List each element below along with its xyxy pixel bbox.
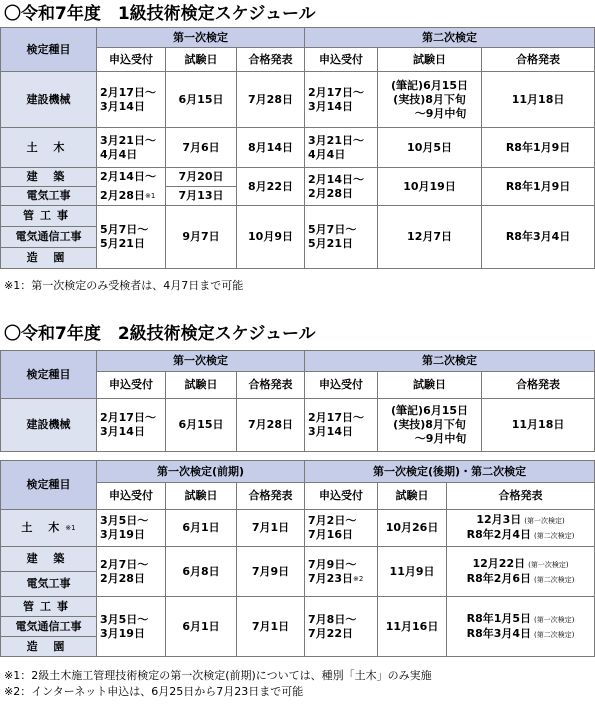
apply-cell: 2月17日～ 3月14日 (305, 72, 378, 128)
apply-cell: 3月5日～ 3月19日 (97, 510, 166, 547)
apply-cell: 7月8日～ 7月22日 (305, 597, 378, 657)
grade2-schedule-table-b (0, 460, 595, 657)
exam-cell: (筆記)6月15日 (実技)8月下旬 ～9月中旬 (378, 72, 482, 128)
row-name: 土 木$^{※1}$ (1, 510, 97, 547)
col-header-second: 第二次検定 (305, 28, 595, 48)
exam-cell: 6月15日 (166, 72, 237, 128)
col-header-first-early: 第一次検定(前期) (97, 461, 305, 483)
col-header-apply: 申込受付 (97, 372, 166, 399)
apply-cell: 7月2日～ 7月16日 (305, 510, 378, 547)
col-header-first-late-second: 第一次検定(後期)・第二次検定 (305, 461, 595, 483)
col-header-apply: 申込受付 (305, 372, 378, 399)
apply-cell: 2月14日～ 2月28日 (305, 168, 378, 206)
result-cell: 12月3日 (第一次検定) R8年2月4日 (第二次検定) (447, 510, 595, 547)
exam-cell: 6月1日 (166, 597, 237, 657)
apply-cell: 5月7日～ 5月21日 (97, 206, 166, 269)
grade2-title: 〇令和7年度 2級技術検定スケジュール (4, 324, 316, 344)
grade2-footnote-2: ※2：インターネット申込は、6月25日から7月23日まで可能 (4, 685, 304, 698)
footnote-mark: ※2 (353, 574, 364, 583)
row-name: 造 園 (1, 637, 97, 657)
table-row (1, 128, 595, 168)
result-cell: 11月18日 (482, 399, 595, 452)
col-header-type: 検定種目 (1, 351, 97, 399)
row-name: 土 木 (1, 128, 97, 168)
apply-cell: 2月28日$^{※1}$ (97, 187, 166, 206)
row-name: 電気通信工事 (1, 227, 97, 248)
result-cell: 7月28日 (237, 399, 305, 452)
col-header-result: 合格発表 (482, 372, 595, 399)
exam-cell: 7月6日 (166, 128, 237, 168)
col-header-apply: 申込受付 (305, 48, 378, 72)
table-row (1, 510, 595, 547)
grade1-footnote: ※1：第一次検定のみ受検者は、4月7日まで可能 (4, 279, 244, 292)
exam-cell: 12月7日 (378, 206, 482, 269)
row-name: 管工事 (1, 206, 97, 227)
col-header-exam: 試験日 (378, 48, 482, 72)
grade2-schedule-table-a (0, 350, 595, 452)
col-header-result: 合格発表 (447, 483, 595, 510)
footnote-mark: ※1 (144, 191, 156, 200)
table-row (1, 547, 595, 572)
table-row (1, 597, 595, 617)
row-name: 建 築 (1, 168, 97, 187)
apply-cell: 3月21日～ 4月4日 (305, 128, 378, 168)
table-row (1, 72, 595, 128)
result-cell: 7月28日 (237, 72, 305, 128)
col-header-result: 合格発表 (237, 48, 305, 72)
table-row (1, 399, 595, 452)
apply-cell: 5月7日～ 5月21日 (305, 206, 378, 269)
table-row (1, 206, 595, 227)
footnote-mark: ※1 (65, 524, 76, 532)
col-header-apply: 申込受付 (97, 48, 166, 72)
apply-cell: 3月21日～ 4月4日 (97, 128, 166, 168)
exam-cell: 6月1日 (166, 510, 237, 547)
col-header-first: 第一次検定 (97, 351, 305, 372)
exam-cell: 6月8日 (166, 547, 237, 597)
result-cell: 11月18日 (482, 72, 595, 128)
apply-cell: 2月17日～ 3月14日 (97, 72, 166, 128)
exam-cell: 11月9日 (378, 547, 447, 597)
result-cell: R8年1月9日 (482, 128, 595, 168)
exam-cell: 10月19日 (378, 168, 482, 206)
col-header-first: 第一次検定 (97, 28, 305, 48)
grade1-schedule-table (0, 27, 595, 269)
col-header-exam: 試験日 (378, 372, 482, 399)
col-header-type: 検定種目 (1, 28, 97, 72)
col-header-result: 合格発表 (482, 48, 595, 72)
table-row (1, 168, 595, 187)
result-cell: 7月9日 (237, 547, 305, 597)
row-name: 建設機械 (1, 399, 97, 452)
apply-cell: 2月7日～ 2月28日 (97, 547, 166, 597)
col-header-type: 検定種目 (1, 461, 97, 510)
col-header-apply: 申込受付 (305, 483, 378, 510)
result-cell: 8月22日 (237, 168, 305, 206)
result-cell: 8月14日 (237, 128, 305, 168)
apply-cell: 7月9日～ 7月23日$^{※2}$ (305, 547, 378, 597)
row-name: 建 築 (1, 547, 97, 572)
col-header-exam: 試験日 (378, 483, 447, 510)
apply-cell: 2月17日～ 3月14日 (305, 399, 378, 452)
col-header-apply: 申込受付 (97, 483, 166, 510)
result-cell: 12月22日 (第一次検定) R8年2月6日 (第二次検定) (447, 547, 595, 597)
exam-cell: 7月20日 (166, 168, 237, 187)
col-header-second: 第二次検定 (305, 351, 595, 372)
apply-cell: 2月17日～ 3月14日 (97, 399, 166, 452)
exam-cell: 10月5日 (378, 128, 482, 168)
exam-cell: 11月16日 (378, 597, 447, 657)
col-header-exam: 試験日 (166, 372, 237, 399)
grade1-title: 〇令和7年度 1級技術検定スケジュール (4, 4, 316, 24)
col-header-exam: 試験日 (166, 483, 237, 510)
exam-cell: 10月26日 (378, 510, 447, 547)
row-name: 管工事 (1, 597, 97, 617)
row-name: 造 園 (1, 248, 97, 269)
row-name: 電気工事 (1, 572, 97, 597)
exam-cell: 7月13日 (166, 187, 237, 206)
grade2-footnote-1: ※1：2級土木施工管理技術検定の第一次検定(前期)については、種別「土木」のみ実施 (4, 669, 432, 682)
row-name: 電気工事 (1, 187, 97, 206)
row-name: 電気通信工事 (1, 617, 97, 637)
result-cell: 7月1日 (237, 510, 305, 547)
result-cell: R8年3月4日 (482, 206, 595, 269)
exam-cell: 9月7日 (166, 206, 237, 269)
col-header-result: 合格発表 (237, 372, 305, 399)
apply-cell: 3月5日～ 3月19日 (97, 597, 166, 657)
col-header-exam: 試験日 (166, 48, 237, 72)
result-cell: 7月1日 (237, 597, 305, 657)
col-header-result: 合格発表 (237, 483, 305, 510)
row-name: 建設機械 (1, 72, 97, 128)
apply-cell: 2月14日～ (97, 168, 166, 187)
result-cell: R8年1月9日 (482, 168, 595, 206)
exam-cell: (筆記)6月15日 (実技)8月下旬 ～9月中旬 (378, 399, 482, 452)
exam-cell: 6月15日 (166, 399, 237, 452)
result-cell: R8年1月5日 (第一次検定) R8年3月4日 (第二次検定) (447, 597, 595, 657)
result-cell: 10月9日 (237, 206, 305, 269)
